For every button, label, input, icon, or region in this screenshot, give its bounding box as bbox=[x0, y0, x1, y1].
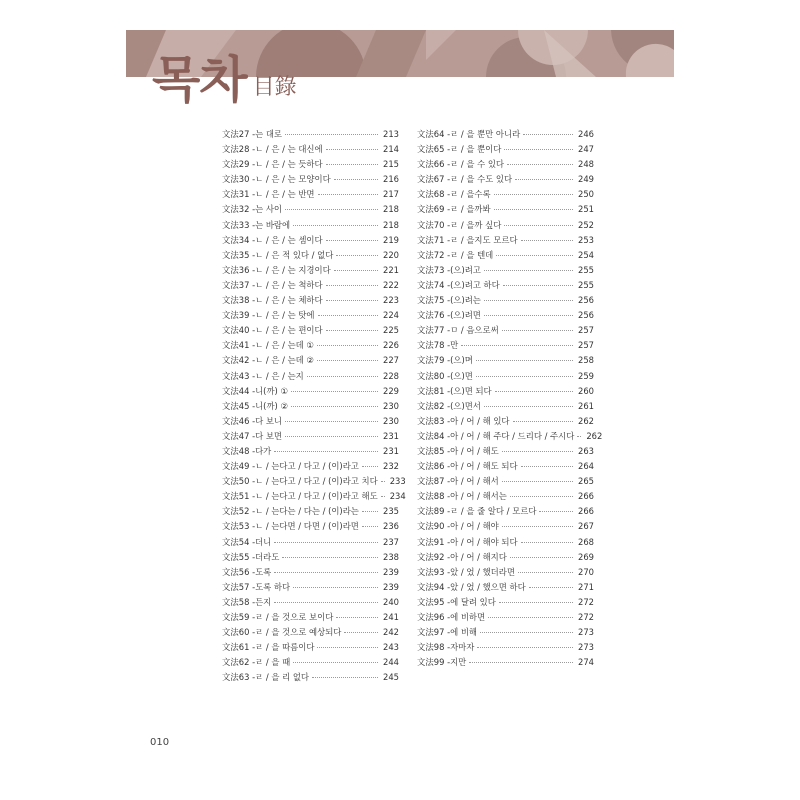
dot-leader bbox=[476, 360, 573, 361]
toc-entry[interactable] bbox=[222, 127, 399, 142]
toc-entry-page: 251 bbox=[578, 204, 594, 215]
dot-leader bbox=[285, 436, 378, 437]
toc-entry[interactable] bbox=[222, 278, 399, 293]
dot-leader bbox=[317, 360, 378, 361]
toc-entry-label: 文法70 -ㄹ / 을까 싶다 bbox=[417, 219, 502, 230]
toc-entry-label: 文法27 -는 대로 bbox=[222, 129, 283, 139]
toc-entry[interactable] bbox=[417, 338, 594, 353]
toc-entry-page: 243 bbox=[383, 642, 399, 653]
dot-leader bbox=[502, 526, 573, 527]
toc-entry-page: 245 bbox=[383, 672, 399, 683]
toc-entry-label: 文法43 -ㄴ / 은 / 는지 bbox=[222, 370, 304, 381]
toc-entry-page: 265 bbox=[578, 476, 594, 487]
toc-entry-page: 270 bbox=[578, 566, 594, 577]
toc-entry-page: 242 bbox=[383, 627, 399, 638]
toc-entry[interactable] bbox=[417, 293, 594, 308]
dot-leader bbox=[494, 209, 573, 210]
toc-entry-page: 234 bbox=[389, 491, 406, 502]
dot-leader bbox=[507, 164, 573, 165]
toc-entry[interactable] bbox=[417, 308, 594, 323]
toc-entry[interactable] bbox=[222, 565, 399, 580]
dot-leader bbox=[318, 315, 379, 316]
toc-entry-label: 文法35 -ㄴ / 은 적 있다 / 없다 bbox=[222, 249, 334, 260]
dot-leader bbox=[461, 345, 573, 346]
toc-entry[interactable] bbox=[417, 353, 594, 368]
dot-leader bbox=[496, 255, 573, 256]
toc-entry[interactable] bbox=[222, 202, 399, 217]
toc-entry-label: 文法34 -ㄴ / 은 / 는 셈이다 bbox=[222, 234, 323, 245]
title-sub: 目錄 bbox=[252, 75, 297, 100]
toc-entry-page: 268 bbox=[578, 536, 594, 547]
toc-entry-label: 文法73 -(으)려고 bbox=[417, 264, 481, 275]
toc-entry-page: 272 bbox=[578, 596, 594, 607]
toc-entry[interactable] bbox=[222, 172, 399, 187]
dot-leader bbox=[336, 617, 378, 618]
toc-entry-label: 文法29 -ㄴ / 은 / 는 듯하다 bbox=[222, 159, 323, 170]
toc-entry[interactable] bbox=[417, 504, 594, 519]
toc-entry[interactable] bbox=[222, 459, 399, 474]
toc-entry[interactable] bbox=[222, 353, 399, 368]
toc-entry-page: 226 bbox=[383, 340, 399, 351]
dot-leader bbox=[510, 496, 573, 497]
toc-entry[interactable] bbox=[417, 610, 594, 625]
dot-leader bbox=[539, 511, 573, 512]
toc-entry-label: 文法90 -아 / 어 / 해야 bbox=[417, 521, 499, 532]
toc-entry-page: 273 bbox=[578, 627, 594, 638]
toc-entry-page: 225 bbox=[383, 325, 399, 336]
dot-leader bbox=[521, 542, 573, 543]
toc-entry-label: 文法85 -아 / 어 / 해도 bbox=[417, 445, 499, 456]
toc-entry-page: 255 bbox=[578, 279, 594, 290]
toc-entry-label: 文法63 -ㄹ / 을 리 없다 bbox=[222, 672, 310, 683]
toc-entry-page: 228 bbox=[383, 370, 399, 381]
dot-leader bbox=[285, 134, 378, 135]
dot-leader bbox=[484, 315, 573, 316]
toc-entry-label: 文法79 -(으)며 bbox=[417, 355, 473, 366]
toc-entry-label: 文法59 -ㄹ / 을 것으로 보이다 bbox=[222, 612, 334, 622]
toc-entry[interactable] bbox=[222, 595, 399, 610]
toc-entry-page: 220 bbox=[383, 249, 399, 260]
dot-leader bbox=[344, 632, 378, 633]
toc-entry-label: 文法57 -도록 하다 bbox=[222, 581, 291, 592]
toc-title bbox=[152, 51, 297, 109]
toc-entry-label: 文法36 -ㄴ / 은 / 는 지경이다 bbox=[222, 264, 331, 275]
toc-entry[interactable] bbox=[417, 640, 594, 655]
toc-entry-page: 231 bbox=[383, 445, 399, 456]
dot-leader bbox=[495, 391, 573, 392]
dot-leader bbox=[484, 406, 573, 407]
dot-leader bbox=[362, 511, 378, 512]
toc-entry[interactable] bbox=[417, 655, 594, 670]
dot-leader bbox=[293, 662, 378, 663]
toc-entry[interactable] bbox=[417, 625, 594, 640]
toc-entry[interactable] bbox=[222, 625, 399, 640]
toc-entry-label: 文法81 -(으)면 되다 bbox=[417, 385, 492, 396]
toc-entry-label: 文法62 -ㄹ / 을 때 bbox=[222, 657, 291, 668]
toc-entry-label: 文法47 -다 보면 bbox=[222, 430, 283, 441]
dot-leader bbox=[274, 572, 378, 573]
toc-entry-page: 231 bbox=[383, 430, 399, 441]
dot-leader bbox=[317, 647, 378, 648]
toc-entry[interactable] bbox=[417, 127, 594, 142]
dot-leader bbox=[285, 209, 378, 210]
toc-entry-page: 237 bbox=[383, 536, 399, 547]
toc-entry[interactable] bbox=[417, 459, 594, 474]
toc-entry-label: 文法69 -ㄹ / 을까봐 bbox=[417, 204, 491, 215]
toc-entry-page: 219 bbox=[383, 234, 399, 245]
toc-entry[interactable] bbox=[222, 580, 399, 595]
toc-entry-label: 文法46 -다 보니 bbox=[222, 415, 283, 426]
toc-entry-label: 文法87 -아 / 어 / 해서 bbox=[417, 476, 499, 487]
toc-entry-label: 文法77 -ㅁ / 음으로써 bbox=[417, 325, 499, 336]
toc-entry[interactable] bbox=[417, 218, 594, 233]
toc-entry[interactable] bbox=[222, 157, 399, 172]
toc-entry-page: 254 bbox=[578, 249, 594, 260]
toc-entry-label: 文法94 -았 / 었 / 했으면 하다 bbox=[417, 581, 526, 592]
toc-left-column bbox=[222, 127, 406, 685]
dot-leader bbox=[293, 587, 378, 588]
toc-entry-page: 224 bbox=[383, 310, 399, 321]
toc-entry-page: 218 bbox=[383, 204, 399, 215]
toc-entry-page: 240 bbox=[383, 596, 399, 607]
toc-entry-label: 文法93 -았 / 었 / 했더라면 bbox=[417, 566, 515, 577]
dot-leader bbox=[502, 481, 573, 482]
toc-entry-label: 文法50 -ㄴ / 는다고 / 다고 / (이)라고 치다 bbox=[222, 476, 378, 487]
toc-entry[interactable] bbox=[222, 293, 399, 308]
toc-entry[interactable] bbox=[417, 474, 594, 489]
dot-leader bbox=[274, 451, 378, 452]
toc-entry[interactable] bbox=[417, 172, 594, 187]
dot-leader bbox=[488, 617, 573, 618]
toc-entry[interactable] bbox=[417, 429, 603, 444]
toc-entry-label: 文法33 -는 바람에 bbox=[222, 219, 291, 230]
toc-entry[interactable] bbox=[222, 248, 399, 263]
toc-entry[interactable] bbox=[222, 399, 399, 414]
toc-entry[interactable] bbox=[417, 414, 594, 429]
toc-entry-label: 文法38 -ㄴ / 은 / 는 체하다 bbox=[222, 295, 323, 306]
dot-leader bbox=[577, 436, 581, 437]
dot-leader bbox=[513, 421, 574, 422]
dot-leader bbox=[362, 526, 378, 527]
toc-entry-page: 260 bbox=[578, 385, 594, 396]
dot-leader bbox=[502, 330, 573, 331]
toc-entry[interactable] bbox=[417, 263, 594, 278]
dot-leader bbox=[503, 285, 573, 286]
toc-entry-page: 236 bbox=[383, 521, 399, 532]
dot-leader bbox=[334, 179, 378, 180]
dot-leader bbox=[274, 602, 378, 603]
toc-entry[interactable] bbox=[417, 535, 594, 550]
toc-entry-page: 218 bbox=[383, 219, 399, 230]
toc-entry[interactable] bbox=[222, 535, 399, 550]
dot-leader bbox=[326, 330, 378, 331]
toc-entry-label: 文法44 -니(까) ① bbox=[222, 385, 288, 396]
toc-entry-label: 文法42 -ㄴ / 은 / 는데 ② bbox=[222, 355, 314, 366]
toc-entry-label: 文法55 -더라도 bbox=[222, 551, 280, 562]
toc-entry-page: 272 bbox=[578, 612, 594, 622]
toc-entry[interactable] bbox=[222, 218, 399, 233]
title-main: 목차 bbox=[152, 51, 247, 109]
toc-entry[interactable] bbox=[417, 157, 594, 172]
toc-entry-label: 文法61 -ㄹ / 을 따름이다 bbox=[222, 642, 315, 653]
toc-entry[interactable] bbox=[222, 308, 399, 323]
toc-entry-page: 244 bbox=[383, 657, 399, 668]
toc-entry-label: 文法83 -아 / 어 / 해 있다 bbox=[417, 415, 510, 426]
toc-entry-label: 文法74 -(으)려고 하다 bbox=[417, 279, 500, 290]
toc-entry-label: 文法72 -ㄹ / 을 텐데 bbox=[417, 249, 494, 260]
dot-leader bbox=[518, 572, 573, 573]
toc-entry-page: 262 bbox=[586, 430, 603, 441]
toc-entry-label: 文法98 -자마자 bbox=[417, 642, 475, 653]
toc-entry-label: 文法86 -아 / 어 / 해도 되다 bbox=[417, 461, 518, 472]
toc-entry-page: 239 bbox=[383, 566, 399, 577]
toc-entry-page: 229 bbox=[383, 385, 399, 396]
page-number: 010 bbox=[150, 737, 170, 748]
toc-entry-label: 文法56 -도록 bbox=[222, 566, 272, 577]
dot-leader bbox=[326, 164, 378, 165]
toc-entry-page: 233 bbox=[389, 476, 406, 487]
toc-entry-label: 文法48 -다가 bbox=[222, 445, 272, 456]
toc-entry-label: 文法84 -아 / 어 / 해 주다 / 드리다 / 주시다 bbox=[417, 430, 575, 441]
dot-leader bbox=[274, 542, 378, 543]
toc-entry[interactable] bbox=[417, 550, 594, 565]
toc-entry-page: 214 bbox=[383, 144, 399, 155]
toc-entry-page: 247 bbox=[578, 144, 594, 155]
toc-entry[interactable] bbox=[417, 580, 594, 595]
toc-entry-label: 文法99 -지만 bbox=[417, 657, 467, 668]
toc-entry-page: 227 bbox=[383, 355, 399, 366]
toc-entry-label: 文法88 -아 / 어 / 해서는 bbox=[417, 491, 507, 502]
toc-right-column bbox=[417, 127, 603, 670]
toc-entry-label: 文法96 -에 비하면 bbox=[417, 612, 486, 622]
toc-entry-page: 223 bbox=[383, 295, 399, 306]
toc-entry[interactable] bbox=[222, 610, 399, 625]
dot-leader bbox=[381, 496, 385, 497]
dot-leader bbox=[381, 481, 385, 482]
toc-entry[interactable] bbox=[222, 504, 399, 519]
toc-entry-label: 文法67 -ㄹ / 을 수도 있다 bbox=[417, 174, 513, 185]
dot-leader bbox=[285, 421, 378, 422]
toc-entry-page: 248 bbox=[578, 159, 594, 170]
dot-leader bbox=[502, 451, 573, 452]
dot-leader bbox=[476, 376, 573, 377]
toc-entry-page: 252 bbox=[578, 219, 594, 230]
toc-entry-page: 269 bbox=[578, 551, 594, 562]
dot-leader bbox=[318, 194, 379, 195]
toc-entry-page: 264 bbox=[578, 461, 594, 472]
toc-entry-page: 238 bbox=[383, 551, 399, 562]
toc-entry[interactable] bbox=[417, 399, 594, 414]
dot-leader bbox=[291, 406, 378, 407]
toc-entry-label: 文法37 -ㄴ / 은 / 는 척하다 bbox=[222, 279, 323, 290]
toc-entry[interactable] bbox=[417, 444, 594, 459]
dot-leader bbox=[326, 149, 378, 150]
toc-entry[interactable] bbox=[222, 550, 399, 565]
toc-entry-page: 256 bbox=[578, 310, 594, 321]
toc-entry-page: 241 bbox=[383, 612, 399, 622]
toc-entry-label: 文法28 -ㄴ / 은 / 는 대신에 bbox=[222, 144, 323, 155]
dot-leader bbox=[504, 225, 573, 226]
toc-entry-label: 文法32 -는 사이 bbox=[222, 204, 283, 215]
dot-leader bbox=[523, 134, 573, 135]
toc-entry-label: 文法39 -ㄴ / 은 / 는 탓에 bbox=[222, 310, 315, 321]
dot-leader bbox=[282, 557, 378, 558]
toc-entry-label: 文法91 -아 / 어 / 해야 되다 bbox=[417, 536, 518, 547]
toc-entry[interactable] bbox=[417, 187, 594, 202]
toc-entry-page: 271 bbox=[578, 581, 594, 592]
toc-entry[interactable] bbox=[222, 338, 399, 353]
toc-entry-label: 文法49 -ㄴ / 는다고 / 다고 / (이)라고 bbox=[222, 461, 359, 472]
toc-entry-label: 文法31 -ㄴ / 은 / 는 반면 bbox=[222, 189, 315, 200]
toc-entry-page: 258 bbox=[578, 355, 594, 366]
toc-entry-page: 250 bbox=[578, 189, 594, 200]
dot-leader bbox=[515, 179, 573, 180]
toc-entry-page: 253 bbox=[578, 234, 594, 245]
toc-entry-page: 274 bbox=[578, 657, 594, 668]
toc-entry-page: 232 bbox=[383, 461, 399, 472]
dot-leader bbox=[334, 270, 378, 271]
toc-entry-label: 文法51 -ㄴ / 는다고 / 다고 / (이)라고 해도 bbox=[222, 491, 378, 502]
toc-entry[interactable] bbox=[222, 519, 399, 534]
dot-leader bbox=[326, 300, 378, 301]
dot-leader bbox=[477, 647, 573, 648]
dot-leader bbox=[312, 677, 378, 678]
toc-entry-label: 文法65 -ㄹ / 을 뿐이다 bbox=[417, 144, 502, 155]
toc-entry[interactable] bbox=[222, 263, 399, 278]
toc-entry-page: 222 bbox=[383, 279, 399, 290]
dot-leader bbox=[293, 225, 378, 226]
dot-leader bbox=[510, 557, 573, 558]
dot-leader bbox=[494, 194, 573, 195]
toc-entry[interactable] bbox=[417, 565, 594, 580]
toc-entry-page: 259 bbox=[578, 370, 594, 381]
toc-entry-page: 266 bbox=[578, 506, 594, 517]
toc-entry[interactable] bbox=[222, 670, 399, 685]
toc-entry[interactable] bbox=[222, 233, 399, 248]
toc-entry-page: 239 bbox=[383, 581, 399, 592]
toc-entry-label: 文法64 -ㄹ / 을 뿐만 아니라 bbox=[417, 129, 521, 139]
toc-entry-page: 230 bbox=[383, 400, 399, 411]
dot-leader bbox=[362, 466, 378, 467]
dot-leader bbox=[326, 285, 378, 286]
toc-entry[interactable] bbox=[417, 142, 594, 157]
toc-entry-label: 文法40 -ㄴ / 은 / 는 편이다 bbox=[222, 325, 323, 336]
dot-leader bbox=[484, 300, 573, 301]
toc-entry[interactable] bbox=[417, 202, 594, 217]
toc-entry[interactable] bbox=[417, 248, 594, 263]
dot-leader bbox=[480, 632, 573, 633]
toc-entry-label: 文法71 -ㄹ / 을지도 모르다 bbox=[417, 234, 518, 245]
toc-entry[interactable] bbox=[417, 278, 594, 293]
dot-leader bbox=[484, 270, 573, 271]
toc-entry-page: 230 bbox=[383, 415, 399, 426]
dot-leader bbox=[521, 466, 573, 467]
toc-entry-label: 文法41 -ㄴ / 은 / 는데 ① bbox=[222, 340, 314, 351]
toc-entry[interactable] bbox=[222, 323, 399, 338]
dot-leader bbox=[521, 240, 573, 241]
dot-leader bbox=[317, 345, 378, 346]
toc-entry[interactable] bbox=[222, 489, 406, 504]
toc-entry-label: 文法75 -(으)려는 bbox=[417, 295, 481, 306]
toc-entry-label: 文法80 -(으)면 bbox=[417, 370, 473, 381]
toc-entry-page: 249 bbox=[578, 174, 594, 185]
toc-entry-label: 文法54 -더니 bbox=[222, 536, 272, 547]
toc-entry-page: 262 bbox=[578, 415, 594, 426]
toc-entry-page: 273 bbox=[578, 642, 594, 653]
toc-entry-page: 255 bbox=[578, 264, 594, 275]
toc-entry[interactable] bbox=[222, 369, 399, 384]
toc-entry[interactable] bbox=[222, 187, 399, 202]
toc-entry-label: 文法76 -(으)려면 bbox=[417, 310, 481, 321]
toc-entry-page: 267 bbox=[578, 521, 594, 532]
toc-entry[interactable] bbox=[417, 384, 594, 399]
toc-entry-label: 文法78 -만 bbox=[417, 340, 459, 351]
toc-entry-page: 213 bbox=[383, 129, 399, 139]
toc-entry[interactable] bbox=[222, 640, 399, 655]
toc-entry-label: 文法66 -ㄹ / 을 수 있다 bbox=[417, 159, 505, 170]
toc-entry-page: 266 bbox=[578, 491, 594, 502]
toc-entry[interactable] bbox=[417, 233, 594, 248]
toc-entry-label: 文法82 -(으)면서 bbox=[417, 400, 481, 411]
dot-leader bbox=[326, 240, 378, 241]
toc-entry-page: 263 bbox=[578, 445, 594, 456]
toc-entry-label: 文法60 -ㄹ / 을 것으로 예상되다 bbox=[222, 627, 342, 638]
toc-entry[interactable] bbox=[417, 323, 594, 338]
dot-leader bbox=[469, 662, 573, 663]
toc-entry[interactable] bbox=[222, 444, 399, 459]
toc-entry-label: 文法53 -ㄴ / 는다면 / 다면 / (이)라면 bbox=[222, 521, 359, 532]
toc-entry[interactable] bbox=[222, 414, 399, 429]
toc-entry[interactable] bbox=[417, 519, 594, 534]
toc-entry[interactable] bbox=[417, 369, 594, 384]
dot-leader bbox=[336, 255, 378, 256]
toc-entry-label: 文法97 -에 비해 bbox=[417, 627, 478, 638]
toc-entry-page: 257 bbox=[578, 340, 594, 351]
toc-entry[interactable] bbox=[417, 489, 594, 504]
toc-entry[interactable] bbox=[222, 474, 406, 489]
toc-entry-label: 文法89 -ㄹ / 을 줄 알다 / 모르다 bbox=[417, 506, 537, 517]
dot-leader bbox=[504, 149, 573, 150]
toc-entry-label: 文法95 -에 달려 있다 bbox=[417, 596, 496, 607]
toc-entry-page: 235 bbox=[383, 506, 399, 517]
toc-entry-label: 文法68 -ㄹ / 을수록 bbox=[417, 189, 491, 200]
toc-entry-page: 256 bbox=[578, 295, 594, 306]
dot-leader bbox=[307, 376, 378, 377]
toc-entry-page: 261 bbox=[578, 400, 594, 411]
toc-entry[interactable] bbox=[222, 429, 399, 444]
toc-entry-page: 257 bbox=[578, 325, 594, 336]
toc-entry-page: 215 bbox=[383, 159, 399, 170]
toc-entry-label: 文法52 -ㄴ / 는다는 / 다는 / (이)라는 bbox=[222, 506, 359, 517]
toc-entry-page: 217 bbox=[383, 189, 399, 200]
dot-leader bbox=[499, 602, 573, 603]
toc-entry-page: 221 bbox=[383, 264, 399, 275]
toc-entry-label: 文法30 -ㄴ / 은 / 는 모양이다 bbox=[222, 174, 331, 185]
toc-entry-label: 文法92 -아 / 어 / 해지다 bbox=[417, 551, 507, 562]
toc-entry[interactable] bbox=[222, 655, 399, 670]
toc-entry[interactable] bbox=[222, 142, 399, 157]
dot-leader bbox=[291, 391, 378, 392]
toc-entry[interactable] bbox=[417, 595, 594, 610]
toc-entry-page: 246 bbox=[578, 129, 594, 139]
toc-entry-label: 文法58 -든지 bbox=[222, 596, 272, 607]
toc-entry-page: 216 bbox=[383, 174, 399, 185]
toc-entry[interactable] bbox=[222, 384, 399, 399]
dot-leader bbox=[529, 587, 573, 588]
toc-entry-label: 文法45 -니(까) ② bbox=[222, 400, 288, 411]
